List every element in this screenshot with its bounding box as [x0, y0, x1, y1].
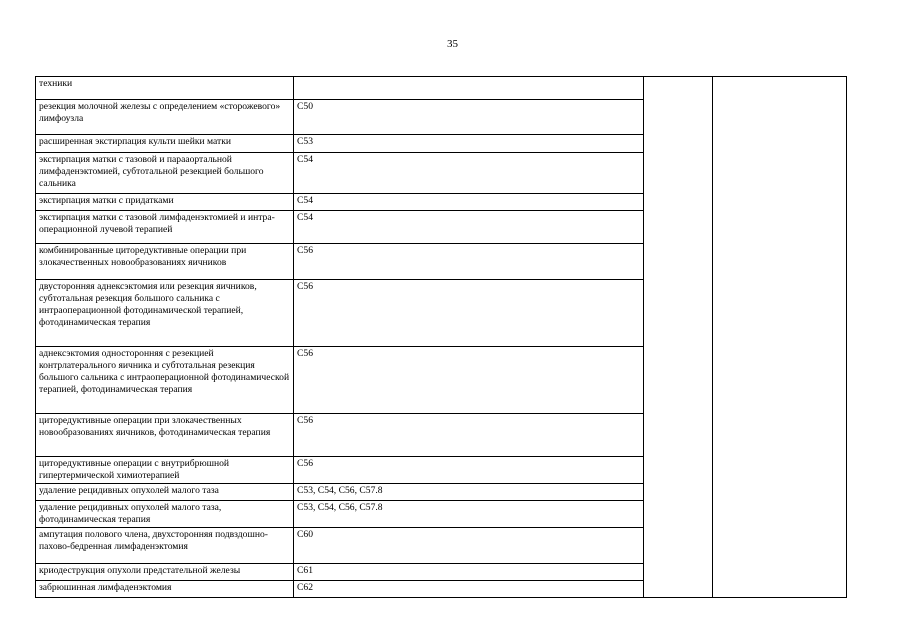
- code-cell: C50: [294, 100, 644, 135]
- code-cell: C53, C54, C56, C57.8: [294, 501, 644, 528]
- procedure-cell: удаление рецидивных опухолей малого таза: [36, 484, 294, 501]
- procedure-cell: удаление рецидивных опухолей малого таза, фотодинамическая терапия: [36, 501, 294, 528]
- procedure-cell: экстирпация матки с тазовой и парааортальной лимфаденэктомией, субтотальной резекцией большого сальника: [36, 153, 294, 194]
- code-cell: C60: [294, 528, 644, 564]
- empty-column-cell: [713, 77, 847, 598]
- procedure-cell: техники: [36, 77, 294, 100]
- code-cell: C62: [294, 581, 644, 598]
- code-cell: C61: [294, 564, 644, 581]
- procedure-cell: экстирпация матки с придатками: [36, 194, 294, 211]
- code-cell: C56: [294, 457, 644, 484]
- procedure-cell: экстирпация матки с тазовой лимфаденэктомией и интра-операционной лучевой терапией: [36, 211, 294, 244]
- code-cell: C56: [294, 280, 644, 347]
- procedure-cell: ампутация полового члена, двухсторонняя подвздошно-пахово-бедренная лимфаденэктомия: [36, 528, 294, 564]
- procedure-cell: циторедуктивные операции при злокачественных новообразованиях яичников, фотодинамическая терапия: [36, 414, 294, 457]
- procedure-cell: криодеструкция опухоли предстательной железы: [36, 564, 294, 581]
- code-cell: C53, C54, C56, C57.8: [294, 484, 644, 501]
- procedure-cell: комбинированные циторедуктивные операции при злокачественных новообразованиях яичников: [36, 244, 294, 280]
- empty-column-cell: [644, 77, 713, 598]
- code-cell: C54: [294, 211, 644, 244]
- code-cell: C56: [294, 244, 644, 280]
- procedure-cell: циторедуктивные операции с внутрибрюшной гипертермической химиотерапией: [36, 457, 294, 484]
- code-cell: C54: [294, 194, 644, 211]
- procedure-cell: аднексэктомия односторонняя с резекцией контрлатерального яичника и субтотальная резекция большого сальника с интраоперационной фотодинамической терапией, фотодинамическая терапия: [36, 347, 294, 414]
- procedure-cell: резекция молочной железы с определением «сторожевого» лимфоузла: [36, 100, 294, 135]
- procedure-cell: двусторонняя аднексэктомия или резекция яичников, субтотальная резекция большого сальника с интраоперационной фотодинамической терапией, фотодинамическая терапия: [36, 280, 294, 347]
- procedures-table: [35, 76, 847, 598]
- code-cell: C53: [294, 135, 644, 153]
- code-cell: C56: [294, 414, 644, 457]
- page-number: 35: [447, 38, 458, 50]
- code-cell: C54: [294, 153, 644, 194]
- procedure-cell: забрюшинная лимфаденэктомия: [36, 581, 294, 598]
- procedure-cell: расширенная экстирпация культи шейки матки: [36, 135, 294, 153]
- table-row: [36, 77, 847, 100]
- code-cell: [294, 77, 644, 100]
- code-cell: C56: [294, 347, 644, 414]
